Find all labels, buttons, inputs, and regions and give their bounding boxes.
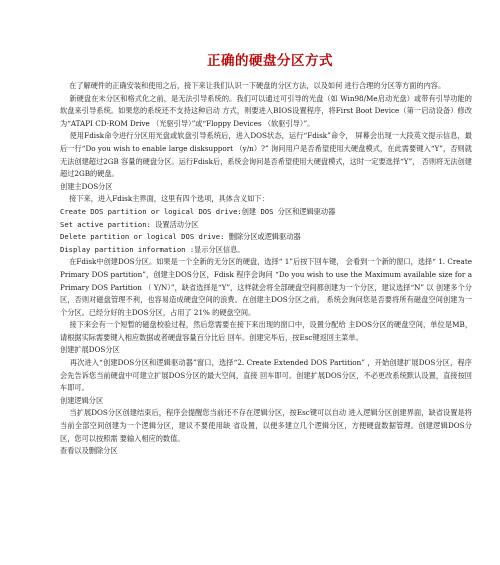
paragraph-fdisk: 使用Fdisk命令进行分区用光盘或软盘引导系统后，进入DOS状态，运行“Fdisk”命令， 屏幕会出现一大段英文提示信息，最后一行“Do you wish to enable large disksupport （y/n）?” 询问用户是否希望使用大硬盘模式，在此需要键入“Y”，否则就无法创建超过2GB 容量的硬盘分区。运行Fdisk后，系统会询问是否希望使用大硬盘模式，这时一定要选择“Y”， 否则将无法创建超过2GB的硬盘。 bbox=[60, 131, 472, 179]
paragraph-extended: 再次进入“创建DOS分区和逻辑驱动器”窗口，选择“2. Create Extended DOS Partition” ，开始创建扩展DOS分区，程序会先告诉您当前硬盘中可建立扩展DOS分区的最大空间，直接 回车即可。创建扩展DOS分区，不必更改系统默认设置，直接按回车即可。 bbox=[60, 358, 472, 393]
option-create: Create DOS partition or logical DOS drive:创建 DOS 分区和逻辑驱动器 bbox=[60, 206, 336, 216]
paragraph-boot: 新硬盘在未分区和格式化之前，是无法引导系统的。我们可以通过可引导的光盘（如 Win98/Me启动光盘）或带有引导功能的软盘来引导系统。如果您的系统还不支持这种启动 方式，则要进入BIOS设置程序，将First Boot Device（第一启动设备）修改为“ATAPI CD-ROM Drive （光驱引导）”或“Floppy Devices （软驱引导）”。 bbox=[60, 93, 472, 128]
option-display: Display partition information :显示分区信息。 bbox=[60, 244, 245, 254]
section-heading-extended: 创建扩展DOS分区 bbox=[60, 345, 120, 355]
paragraph-verify: 接下来会有一个短暂的磁盘校验过程，然后您需要在接下来出现的窗口中，设置分配给 主DOS分区的硬盘空间，单位是MB，请根据实际需要键入相应数据或者硬盘容量百分比后 回车。创建完毕后，按Esc键返回主菜单。 bbox=[60, 320, 473, 342]
document-title: 正确的硬盘分区方式 bbox=[207, 53, 333, 69]
option-set-active: Set active partition: 设置活动分区 bbox=[60, 219, 199, 229]
paragraph-logical: 当扩展DOS分区创建结束后，程序会提醒您当前还不存在逻辑分区，按Esc键可以自动 进入逻辑分区创建界面，缺省设置是将当前全部空间创建为一个逻辑分区，建议不要使用缺 省设置，以便多建立几个逻辑分区，方便硬盘数据管理。创建逻辑DOS分区，您可以按照需 要输入相应的数值。 bbox=[60, 408, 472, 443]
paragraph-create-primary: 在Fdisk中创建DOS分区。如果是一个全新的无分区的硬盘，选择“ 1”后按下回车键， 会看到一个新的窗口，选择“ 1. Create Primary DOS partition”，创建主DOS分区，Fdisk 程序会询问 “Do you wish to use the Maximum available size for a Primary DOS Partition （ Y/N）”，缺省选择是“Y”，这样就会将全部硬盘空间都创建为一个分区，建议选择“N” 以 创建多个分区，否则对磁盘管理不利，也容易造成硬盘空间的浪费。在创建主DOS分区之前， 系统会询问您是否要将所有磁盘空间创建为一个分区。已经分好的主DOS分区，占用了 21% 的硬盘空间。 bbox=[60, 257, 475, 317]
option-delete: Delete partition or logical DOS drive: 删除分区或逻辑驱动器 bbox=[60, 232, 301, 242]
paragraph-intro: 在了解硬件的正确安装和使用之后，接下来让我们认识一下硬盘的分区方法，以及如何 进行合理的分区等方面的内容。 bbox=[60, 81, 446, 90]
document-body bbox=[60, 80, 475, 458]
section-heading-logical: 创建逻辑分区 bbox=[60, 395, 104, 405]
section-heading-primary: 创建主DOS分区 bbox=[60, 181, 113, 191]
section-heading-view-delete: 查看以及删除分区 bbox=[60, 446, 118, 456]
paragraph-options-intro: 接下来，进入Fdisk主界面，这里有四个选项，具体含义如下： bbox=[60, 194, 269, 204]
